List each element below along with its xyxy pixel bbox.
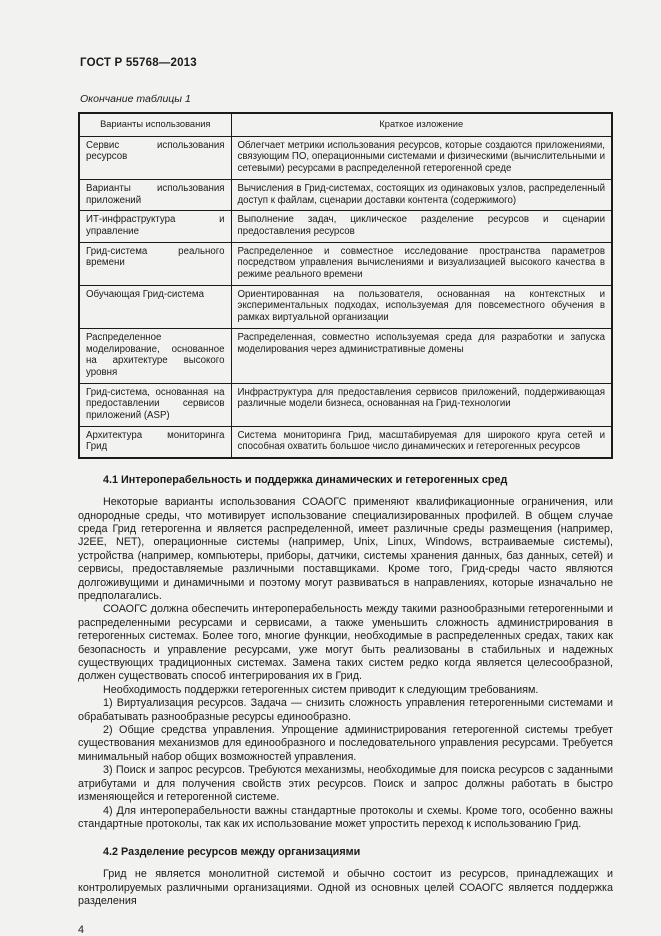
paragraph: Некоторые варианты использования СОАОГС применяют квалификационные ограничения, или однородные среды, что мотивирует использование специализированных профилей. В общем случае среда Грид гетерогенна и является распределенной, имеет различные среды размещения (например, J2EE, NET), операционные системы (например, Unix, Linux, Windows, встраиваемые системы), устройства (например, компьютеры, приборы, датчики, системы хранения данных, баз данных, сетей) и сервисы, предоставляемые различными поставщиками. Кроме того, Грид-среды часто являются долгоживущими и динамичными и поэтому могут развиваться в направлениях, которые изначально не предполагались.: [78, 496, 613, 603]
table-header-row: [79, 113, 612, 136]
definition-cell: Ориентированная на пользователя, основанная на контекстных и экспериментальных подходах, используемая для повсеместного обучения в рамках виртуальной организации: [231, 285, 612, 328]
definition-cell: Инфраструктура для предоставления сервисов приложений, поддерживающая различные модели бизнеса, основанная на Грид-технологии: [231, 383, 612, 426]
term-cell: ИТ-инфраструктура и управление: [79, 211, 231, 242]
column-header-variants: Варианты использования: [79, 113, 231, 136]
paragraph: Необходимость поддержки гетерогенных систем приводит к следующим требованиям.: [103, 683, 539, 696]
term-cell: Грид-система, основанная на предоставлении сервисов приложений (ASP): [79, 383, 231, 426]
paragraph: 2) Общие средства управления. Упрощение администрирования гетерогенной системы требует существования механизмов для единообразного и последовательного управления ресурсами. Требуется минимальный набор общих возможностей управления.: [78, 724, 613, 763]
table-row: [79, 328, 612, 383]
table-row: [79, 179, 612, 210]
column-header-summary: Краткое изложение: [231, 113, 612, 136]
table-row: [79, 211, 612, 242]
term-cell: Обучающая Грид-система: [79, 285, 231, 328]
term-cell: Распределенное моделирование, основанное на архитектуре высокого уровня: [79, 328, 231, 383]
paragraph: Грид не является монолитной системой и обычно состоит из ресурсов, принадлежащих и контролируемых различными организациями. Одной из основных целей СОАОГС является поддержка разделения: [78, 868, 613, 908]
table-row: [79, 285, 612, 328]
definition-cell: Система мониторинга Грид, масштабируемая для широкого круга сетей и способная охватить большое число динамических и гетерогенных ресурсов: [231, 426, 612, 458]
table-row: [79, 383, 612, 426]
term-cell: Сервис использования ресурсов: [79, 136, 231, 179]
paragraph: 3) Поиск и запрос ресурсов. Требуются механизмы, необходимые для поиска ресурсов с заданными атрибутами и для получения свойств этих ресурсов. Поиск и запрос должны работать в быстро изменяющейся и гетерогенной системе.: [78, 764, 613, 804]
page-number: 4: [78, 923, 85, 936]
term-cell: Грид-система реального времени: [79, 242, 231, 285]
term-cell: Варианты использования приложений: [79, 179, 231, 210]
usecase-table: [78, 112, 613, 459]
definition-cell: Распределенная, совместно используемая среда для разработки и запуска моделирования через административные домены: [231, 328, 612, 383]
section-4-2: [78, 846, 613, 908]
paragraph: 1) Виртуализация ресурсов. Задача — снизить сложность управления гетерогенными системами и обрабатывать разнообразные ресурсы единообразно.: [78, 697, 613, 723]
doc-number: ГОСТ Р 55768—2013: [80, 57, 197, 69]
definition-cell: Распределенное и совместное исследование пространства параметров посредством управления вычислениями и визуализацией высокого качества в режиме реального времени: [231, 242, 612, 285]
table-row: [79, 242, 612, 285]
term-cell: Архитектура мониторинга Грид: [79, 426, 231, 458]
section-4-1: [78, 474, 613, 831]
definition-cell: Выполнение задач, циклическое разделение ресурсов и сценарии предоставления ресурсов: [231, 211, 612, 242]
paragraph: 4) Для интероперабельности важны стандартные протоколы и схемы. Кроме того, особенно важны стандартные протоколы, так как их использование может упростить переход к использованию Грид.: [78, 804, 613, 830]
table-caption: Окончание таблицы 1: [80, 93, 191, 105]
table-row: [79, 426, 612, 458]
definition-cell: Облегчает метрики использования ресурсов, которые создаются приложениями, связующим ПО, операционными системами и физическими (вычислительными и сетевыми) ресурсами в распределенной гетерогенной среде: [231, 136, 612, 179]
section-heading-4-2: 4.2 Разделение ресурсов между организациями: [103, 846, 361, 859]
table-row: [79, 136, 612, 179]
definition-cell: Вычисления в Грид-системах, состоящих из одинаковых узлов, распределенный доступ к файлам, сценарии доставки контента (содержимого): [231, 179, 612, 210]
section-heading-4-1: 4.1 Интероперабельность и поддержка динамических и гетерогенных сред: [103, 474, 508, 487]
page-content: [78, 57, 613, 936]
paragraph: СОАОГС должна обеспечить интероперабельность между такими разнообразными гетерогенными и распределенными ресурсами и сервисами, а также уменьшить сложность администрирования в гетерогенных системах. Более того, многие функции, необходимые в распределенных средах, таких как безопасность и управление ресурсами, уже могут быть реализованы в стабильных и надежных существующих традиционных системах. Замена таких систем редко когда является целесообразной, должен существовать способ интегрирования их в Грид.: [78, 603, 613, 683]
